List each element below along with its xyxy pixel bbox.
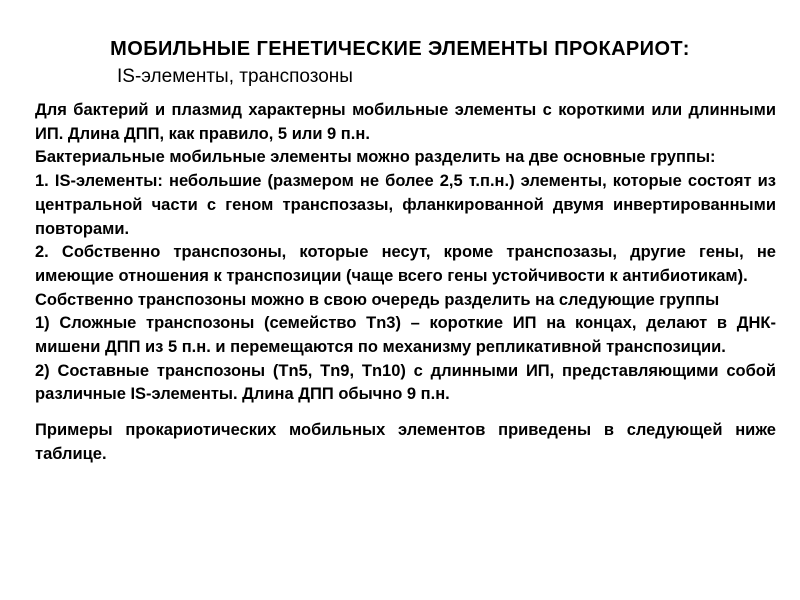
page-subtitle: IS-элементы, транспозоны: [117, 66, 353, 87]
paragraph-groups: Бактериальные мобильные элементы можно разделить на две основные группы:: [35, 148, 716, 167]
paragraph-subgroups: Собственно транспозоны можно в свою очередь разделить на следующие группы: [35, 290, 720, 309]
paragraph-is-elements: 1. IS-элементы: небольшие (размером не более 2,5 т.п.н.) элементы, которые состоят из центральной части с геном транспозазы, фланкированной двумя инвертированными повторами.: [35, 172, 776, 238]
page-title: МОБИЛЬНЫЕ ГЕНЕТИЧЕСКИЕ ЭЛЕМЕНТЫ ПРОКАРИОТ:: [110, 38, 690, 60]
paragraph-composite-transposons: 2) Составные транспозоны (Tn5, Tn9, Tn10) с длинными ИП, представляющими собой различные IS-элементы. Длина ДПП обычно 9 п.н.: [35, 361, 776, 404]
paragraph-transposons: 2. Собственно транспозоны, которые несут, кроме транспозазы, другие гены, не имеющие отношения к транспозиции (чаще всего гены устойчивости к антибиотикам).: [35, 243, 776, 285]
paragraph-intro: Для бактерий и плазмид характерны мобильные элементы с короткими или длинными ИП. Длина ДПП, как правило, 5 или 9 п.н.: [35, 101, 776, 143]
body-text: [35, 99, 776, 467]
paragraph-complex-transposons: 1) Сложные транспозоны (семейство Tn3) – короткие ИП на концах, делают в ДНК-мишени ДПП из 5 п.н. и перемещаются по механизму репликативной транспозиции.: [35, 314, 776, 357]
paragraph-examples: Примеры прокариотических мобильных элементов приведены в следующей ниже таблице.: [35, 421, 776, 463]
